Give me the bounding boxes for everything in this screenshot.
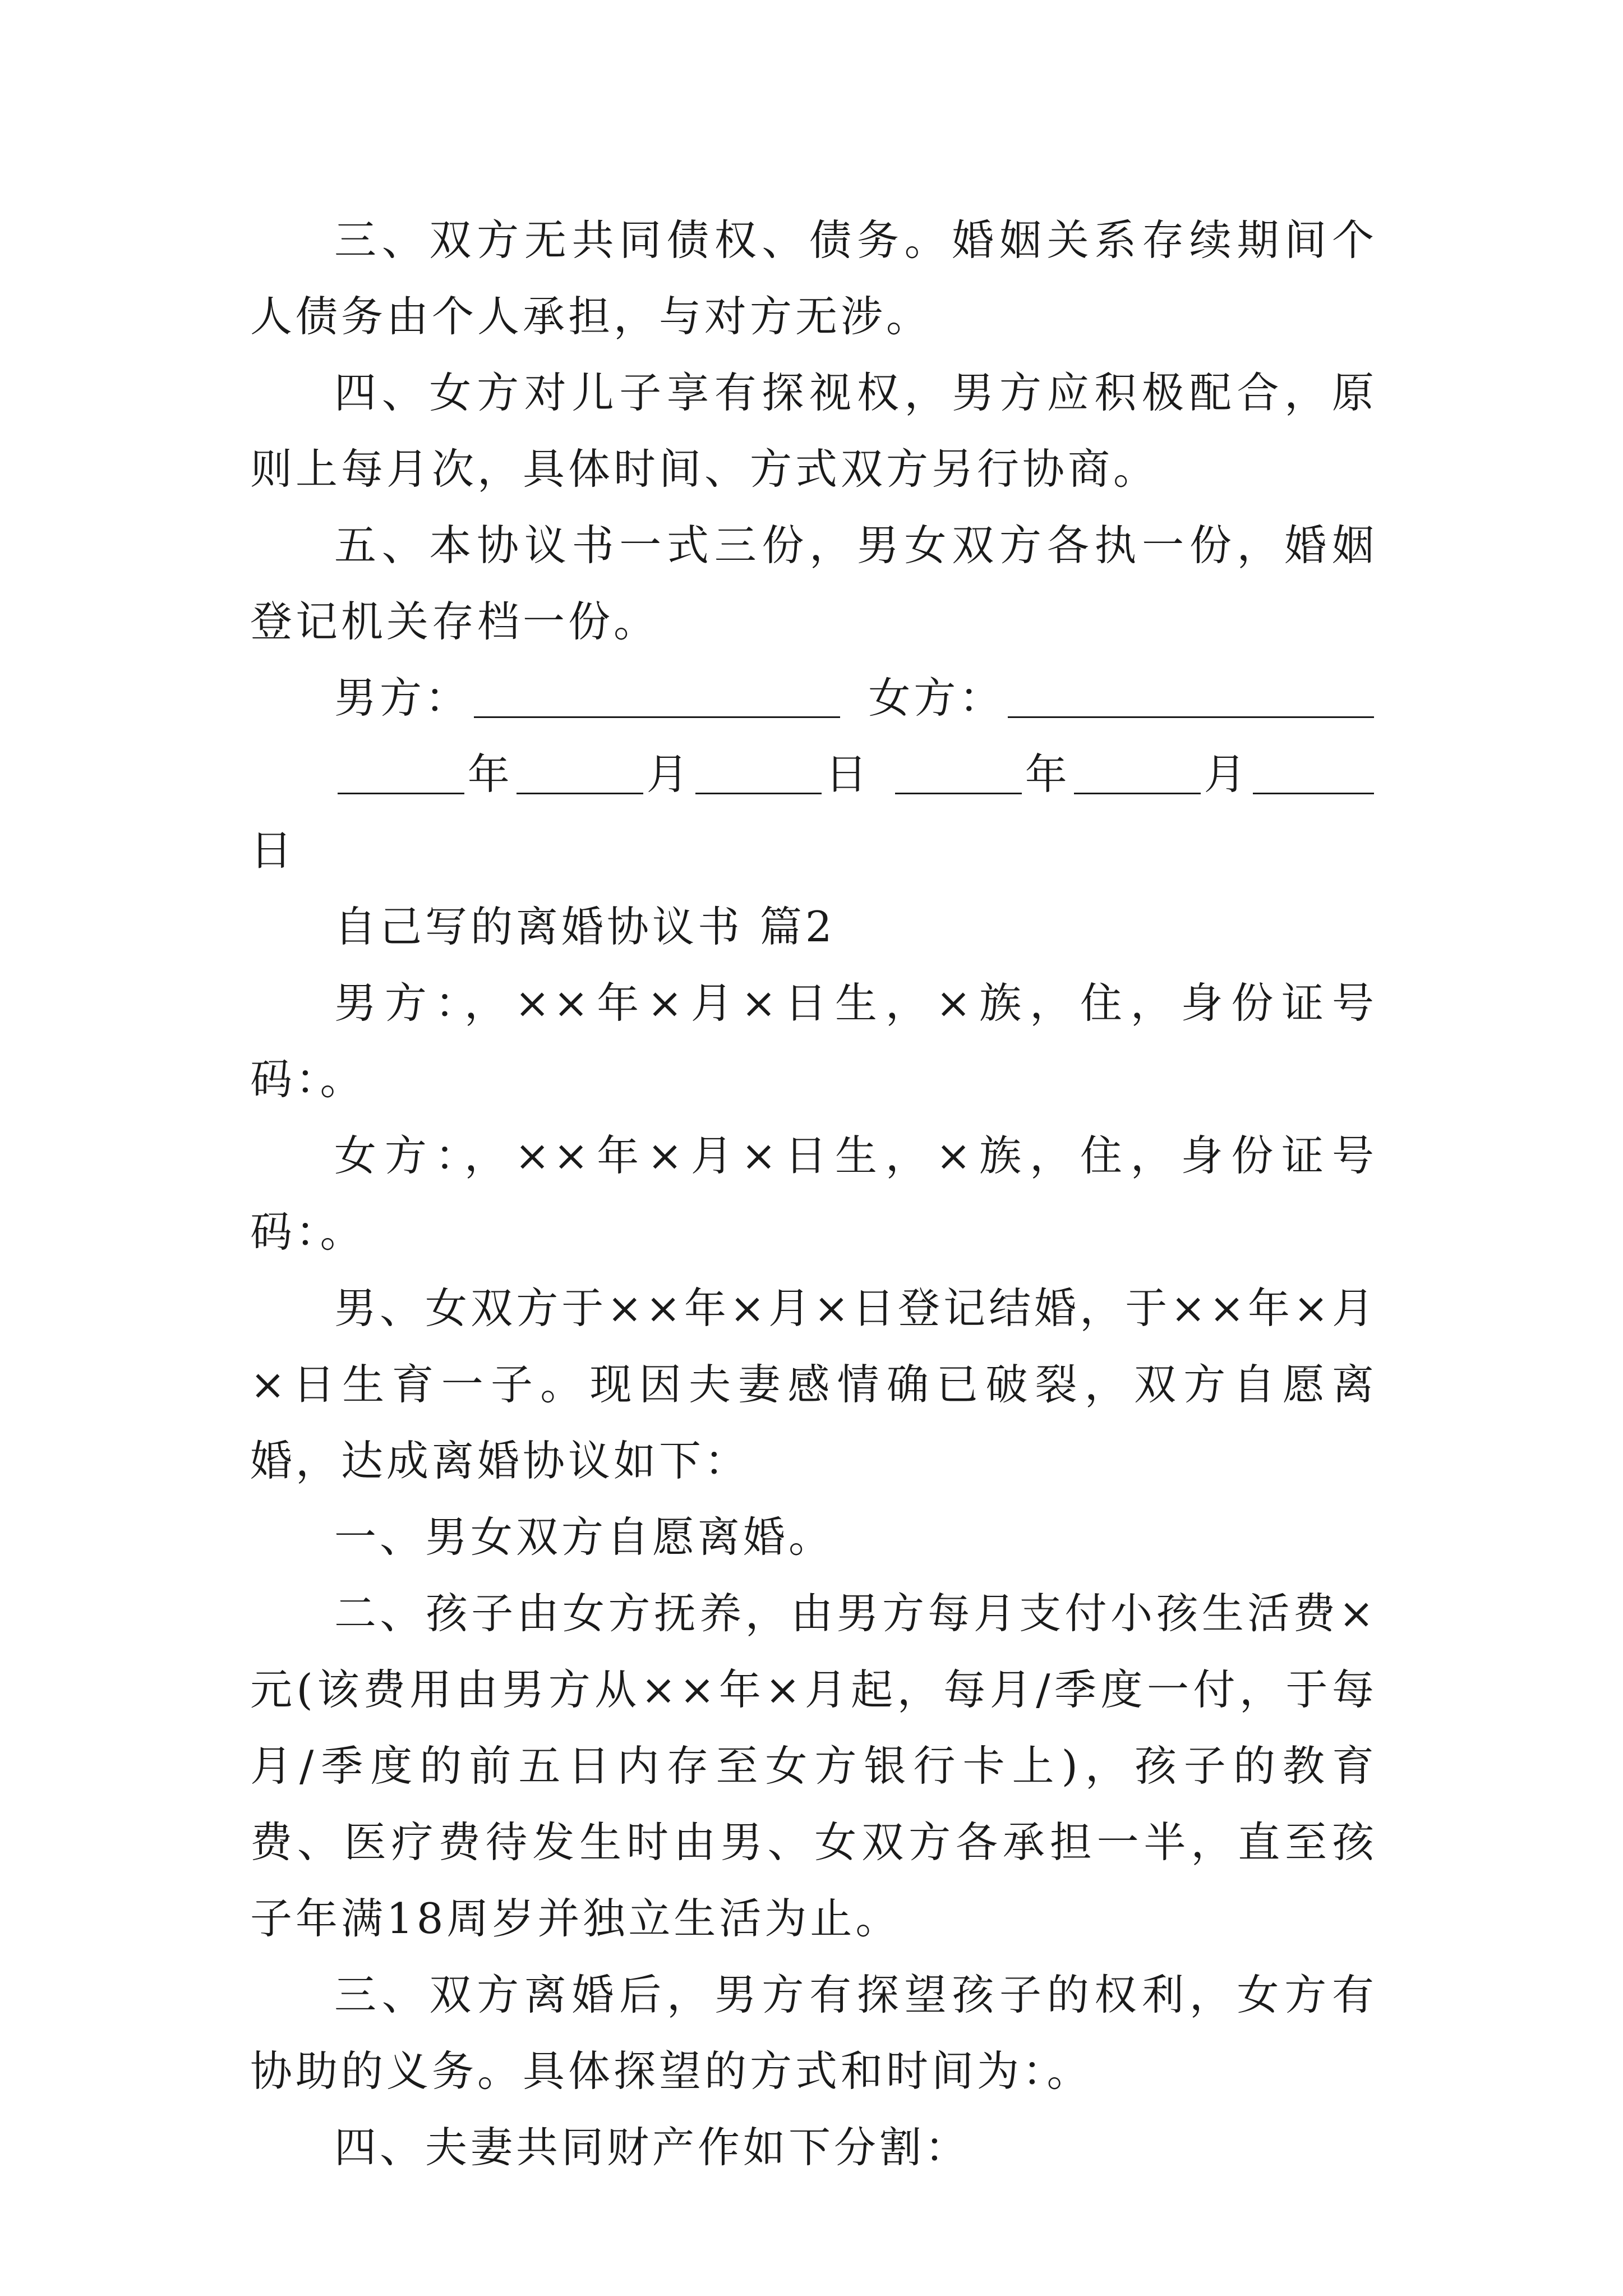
- female-year-blank: [895, 793, 1022, 794]
- female-month-blank: [1074, 793, 1201, 794]
- male-signature-blank: [474, 716, 840, 718]
- signature-line: [250, 660, 1377, 736]
- male-year-blank: [338, 793, 464, 794]
- female-party-info: 女方：，××年×月×日生，×族，住，身份证号码：。: [250, 1131, 1377, 1257]
- date-line: [250, 736, 1377, 812]
- clause-4: 四、夫妻共同财产作如下分割：: [334, 2123, 971, 2172]
- female-signature-label: 女方：: [868, 673, 1005, 723]
- female-day-blank: [1253, 793, 1374, 794]
- female-signature-blank: [1008, 716, 1374, 718]
- clause-no-common-debt: 三、双方无共同债权、债务。婚姻关系存续期间个人债务由个人承担，与对方无涉。: [250, 215, 1377, 341]
- clause-visitation-rights: 四、女方对儿子享有探视权，男方应积极配合，原则上每月次，具体时间、方式双方另行协商。: [250, 368, 1377, 494]
- male-day-label: 日: [825, 749, 871, 799]
- male-year-label: 年: [467, 749, 513, 799]
- female-day-label: 日: [250, 826, 296, 875]
- male-month-blank: [517, 793, 643, 794]
- clause-1: 一、男女双方自愿离婚。: [334, 1512, 834, 1562]
- male-month-label: 月: [646, 749, 692, 799]
- agreement-intro: 男、女双方于××年×月×日登记结婚，于××年×月×日生育一子。现因夫妻感情确已破裂，双方自愿离婚，达成离婚协议如下：: [250, 1283, 1377, 1485]
- section-title: 自己写的离婚协议书 篇2: [334, 902, 836, 951]
- clause-3: 三、双方离婚后，男方有探望孩子的权利，女方有协助的义务。具体探望的方式和时间为：。: [250, 1970, 1377, 2096]
- male-party-info: 男方：，××年×月×日生，×族，住，身份证号码：。: [250, 978, 1377, 1104]
- male-signature-label: 男方：: [334, 673, 471, 723]
- document-page: [250, 202, 1377, 2185]
- male-day-blank: [695, 793, 822, 794]
- clause-2: 二、孩子由女方抚养，由男方每月支付小孩生活费×元(该费用由男方从××年×月起，每月/季度一付，于每月/季度的前五日内存至女方银行卡上)，孩子的教育费、医疗费待发生时由男、女双方各承担一半，直至孩子年满18周岁并独立生活为止。: [250, 1589, 1377, 1943]
- clause-copies: 五、本协议书一式三份，男女双方各执一份，婚姻登记机关存档一份。: [250, 521, 1377, 646]
- female-year-label: 年: [1025, 749, 1071, 799]
- female-month-label: 月: [1204, 749, 1249, 799]
